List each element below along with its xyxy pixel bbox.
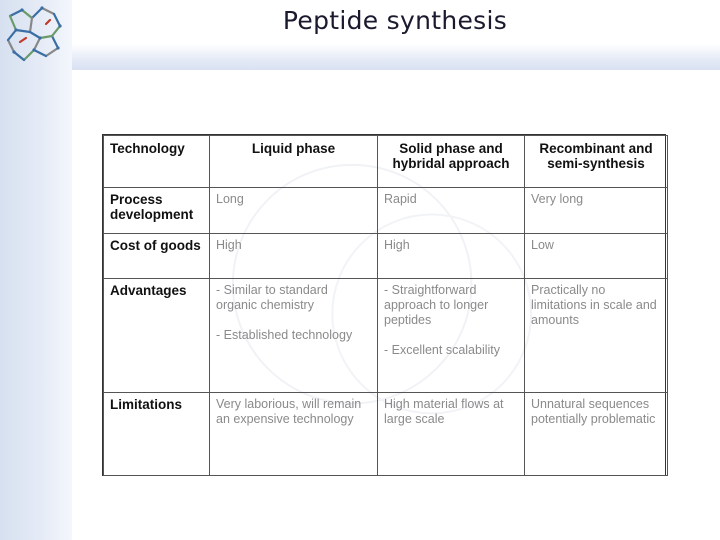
- header-solid-phase: Solid phase and hybridal approach: [378, 136, 525, 188]
- table-row: [104, 188, 668, 234]
- comparison-table: [103, 135, 668, 476]
- header-recombinant: Recombinant and semi-synthesis: [525, 136, 668, 188]
- slide-title: Peptide synthesis: [282, 6, 508, 35]
- row-label-advantages: Advantages: [104, 279, 210, 393]
- row-label-process-development: Process development: [104, 188, 210, 234]
- table-cell: Very laborious, will remain an expensive technology: [210, 393, 378, 476]
- table-cell: Rapid: [378, 188, 525, 234]
- table-cell: [378, 279, 525, 393]
- table-cell: Low: [525, 234, 668, 279]
- row-label-cost-of-goods: Cost of goods: [104, 234, 210, 279]
- molecule-logo-icon: [2, 2, 68, 68]
- cell-paragraph: - Excellent scalability: [384, 343, 501, 357]
- left-decorative-band: [0, 0, 72, 540]
- cell-paragraph: Practically no limitations in scale and amounts: [531, 283, 657, 327]
- table-cell: [525, 279, 668, 393]
- row-label-limitations: Limitations: [104, 393, 210, 476]
- table-cell: High: [378, 234, 525, 279]
- table-cell: Very long: [525, 188, 668, 234]
- cell-paragraph: - Straightforward approach to longer peptides: [384, 283, 489, 327]
- comparison-table-container: [102, 134, 666, 476]
- table-row: [104, 393, 668, 476]
- table-cell: Long: [210, 188, 378, 234]
- header-technology: Technology: [104, 136, 210, 188]
- top-decorative-band: [72, 44, 720, 70]
- cell-paragraph: - Similar to standard organic chemistry: [216, 283, 328, 312]
- table-row: [104, 234, 668, 279]
- table-cell: High material flows at large scale: [378, 393, 525, 476]
- cell-paragraph: - Established technology: [216, 328, 353, 342]
- table-cell: [210, 279, 378, 393]
- header-liquid-phase: Liquid phase: [210, 136, 378, 188]
- table-row: [104, 279, 668, 393]
- table-cell: High: [210, 234, 378, 279]
- table-header-row: [104, 136, 668, 188]
- table-cell: Unnatural sequences potentially problematic: [525, 393, 668, 476]
